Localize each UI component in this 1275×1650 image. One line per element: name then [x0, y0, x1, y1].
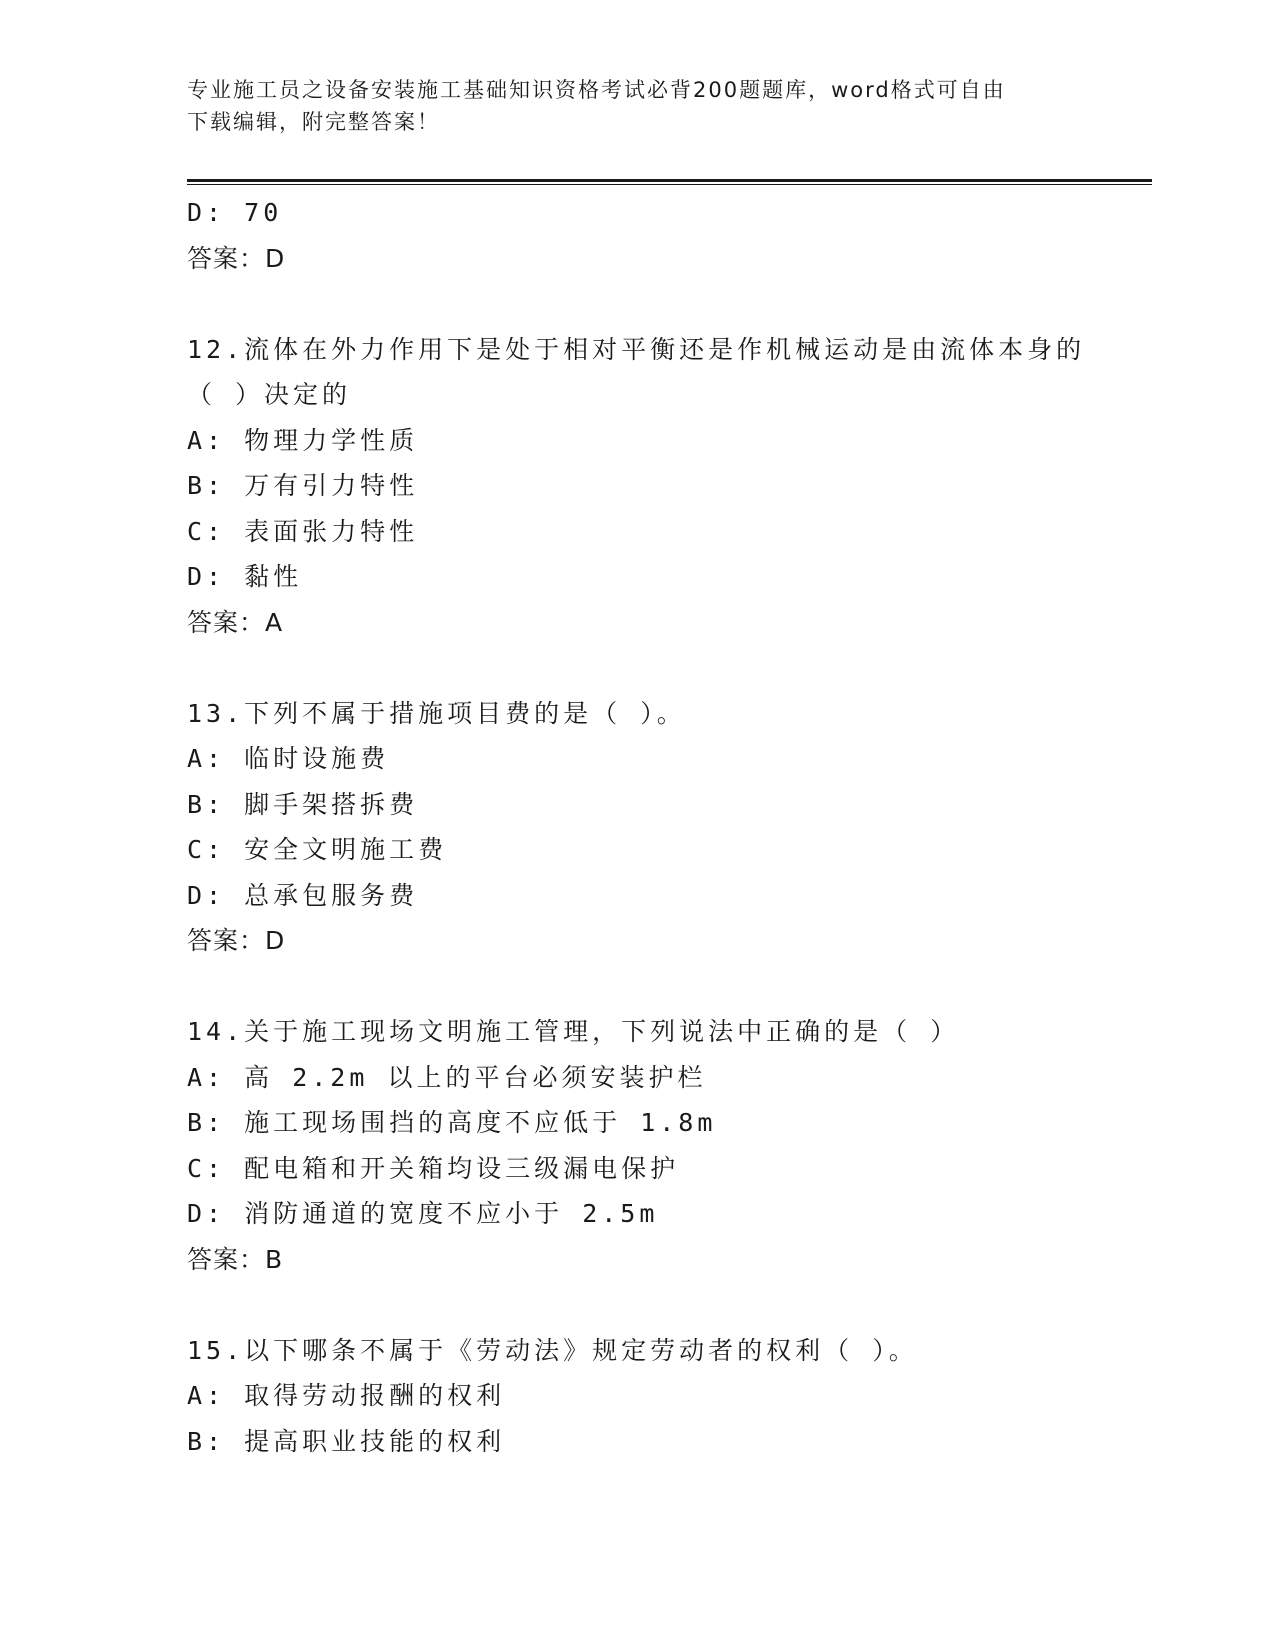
spacer — [187, 645, 1117, 691]
spacer — [187, 964, 1117, 1010]
option-b: B: 万有引力特性 — [187, 471, 419, 500]
question-15 — [187, 1328, 1117, 1465]
prev-option-d: D: 70 — [187, 198, 283, 227]
answer: 答案：A — [187, 607, 284, 637]
option-d: D: 总承包服务费 — [187, 880, 419, 910]
question-list — [187, 190, 1117, 1464]
option-d: D: 消防通道的宽度不应小于 2.5m — [187, 1199, 659, 1228]
question-stem: 12.流体在外力作用下是处于相对平衡还是作机械运动是由流体本身的 — [187, 334, 1086, 364]
option-a: A: 取得劳动报酬的权利 — [187, 1381, 506, 1410]
question-13 — [187, 691, 1117, 964]
option-a: A: 临时设施费 — [187, 744, 390, 773]
header-divider-thick — [187, 179, 1152, 182]
option-c: C: 表面张力特性 — [187, 516, 419, 546]
question-12 — [187, 327, 1117, 646]
option-c: C: 安全文明施工费 — [187, 835, 448, 864]
question-stem: 15.以下哪条不属于《劳动法》规定劳动者的权利（ ）。 — [187, 1335, 918, 1365]
spacer — [187, 1282, 1117, 1328]
option-a: A: 高 2.2m 以上的平台必须安装护栏 — [187, 1062, 707, 1092]
question-stem: 13.下列不属于措施项目费的是（ ）。 — [187, 698, 686, 728]
question-14 — [187, 1009, 1117, 1282]
question-stem: 14.关于施工现场文明施工管理，下列说法中正确的是（ ） — [187, 1017, 960, 1046]
answer: 答案：D — [187, 926, 286, 955]
option-b: B: 施工现场围挡的高度不应低于 1.8m — [187, 1108, 717, 1137]
option-c: C: 配电箱和开关箱均设三级漏电保护 — [187, 1153, 680, 1183]
option-b: B: 脚手架搭拆费 — [187, 789, 419, 819]
header-title-line-1: 专业施工员之设备安装施工基础知识资格考试必背200题题库，word格式可自由 — [187, 78, 1006, 102]
header-divider-thin — [187, 184, 1152, 185]
header-title-line-2: 下载编辑，附完整答案！ — [187, 110, 440, 134]
option-b: B: 提高职业技能的权利 — [187, 1426, 506, 1456]
answer: 答案：B — [187, 1244, 284, 1274]
option-d: D: 黏性 — [187, 562, 303, 591]
option-a: A: 物理力学性质 — [187, 425, 419, 455]
question-stem-continued: （ ）决定的 — [187, 380, 352, 409]
spacer — [187, 281, 1117, 327]
document-header — [187, 74, 1067, 138]
prev-answer: 答案：D — [187, 243, 286, 273]
